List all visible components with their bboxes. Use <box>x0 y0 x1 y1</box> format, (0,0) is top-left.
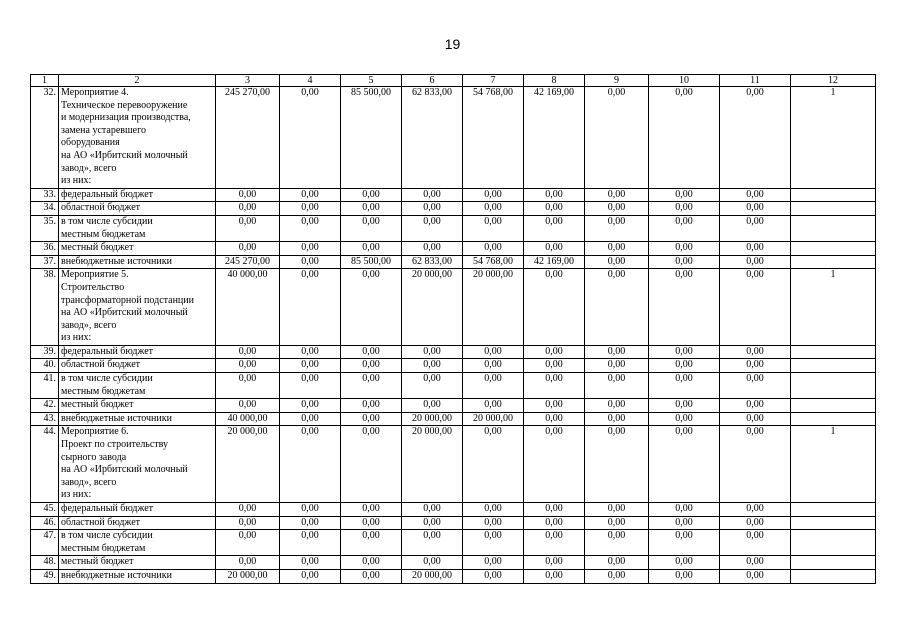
value-cell-col-12: 1 <box>791 426 876 503</box>
table-row <box>31 426 876 503</box>
value-cell-col-8: 0,00 <box>524 399 585 413</box>
value-cell-col-10: 0,00 <box>649 373 720 399</box>
row-name-line: федеральный бюджет <box>61 345 154 357</box>
value-cell-col-10: 0,00 <box>649 188 720 202</box>
value-cell-col-12 <box>791 503 876 517</box>
value-cell-col-9: 0,00 <box>585 87 649 189</box>
row-name <box>59 569 216 583</box>
value-cell-col-7: 0,00 <box>463 188 524 202</box>
table-row <box>31 516 876 530</box>
value-cell-col-12 <box>791 373 876 399</box>
value-cell-col-7: 20 000,00 <box>463 269 524 346</box>
column-header-1: 1 <box>31 75 59 87</box>
table-row <box>31 530 876 556</box>
value-cell-col-6: 0,00 <box>402 503 463 517</box>
value-cell-col-11: 0,00 <box>720 530 791 556</box>
value-cell-col-11: 0,00 <box>720 426 791 503</box>
column-header-12: 12 <box>791 75 876 87</box>
value-cell-col-4: 0,00 <box>280 345 341 359</box>
value-cell-col-11: 0,00 <box>720 269 791 346</box>
row-number: 42. <box>31 399 59 413</box>
value-cell-col-4: 0,00 <box>280 359 341 373</box>
row-name-line: местный бюджет <box>61 556 134 568</box>
value-cell-col-7: 0,00 <box>463 373 524 399</box>
value-cell-col-5: 85 500,00 <box>341 255 402 269</box>
value-cell-col-10: 0,00 <box>649 255 720 269</box>
value-cell-col-4: 0,00 <box>280 503 341 517</box>
row-name-line: трансформаторной подстанции <box>61 294 194 306</box>
value-cell-col-12: 1 <box>791 269 876 346</box>
value-cell-col-6: 62 833,00 <box>402 87 463 189</box>
value-cell-col-4: 0,00 <box>280 399 341 413</box>
value-cell-col-9: 0,00 <box>585 188 649 202</box>
table-row <box>31 373 876 399</box>
row-name-line: в том числе субсидии <box>61 215 153 227</box>
value-cell-col-8: 0,00 <box>524 530 585 556</box>
value-cell-col-12 <box>791 556 876 570</box>
value-cell-col-8: 0,00 <box>524 516 585 530</box>
value-cell-col-5: 0,00 <box>341 399 402 413</box>
value-cell-col-8: 42 169,00 <box>524 87 585 189</box>
row-number: 38. <box>31 269 59 346</box>
row-name <box>59 188 216 202</box>
value-cell-col-6: 0,00 <box>402 373 463 399</box>
value-cell-col-3: 0,00 <box>216 345 280 359</box>
value-cell-col-8: 0,00 <box>524 556 585 570</box>
value-cell-col-11: 0,00 <box>720 359 791 373</box>
value-cell-col-10: 0,00 <box>649 426 720 503</box>
value-cell-col-3: 0,00 <box>216 503 280 517</box>
row-name-line: оборудования <box>61 137 120 149</box>
row-number: 34. <box>31 202 59 216</box>
column-header-5: 5 <box>341 75 402 87</box>
row-name-line: местным бюджетам <box>61 385 146 397</box>
value-cell-col-3: 0,00 <box>216 399 280 413</box>
value-cell-col-11: 0,00 <box>720 503 791 517</box>
value-cell-col-10: 0,00 <box>649 516 720 530</box>
table-row <box>31 215 876 241</box>
value-cell-col-11: 0,00 <box>720 345 791 359</box>
row-name-line: Проект по строительству <box>61 439 169 451</box>
value-cell-col-9: 0,00 <box>585 202 649 216</box>
row-name-line: внебюджетные источники <box>61 412 172 424</box>
value-cell-col-3: 0,00 <box>216 530 280 556</box>
value-cell-col-5: 0,00 <box>341 516 402 530</box>
table-row <box>31 569 876 583</box>
row-name-line: Мероприятие 4. <box>61 87 129 98</box>
value-cell-col-8: 42 169,00 <box>524 255 585 269</box>
value-cell-col-8: 0,00 <box>524 373 585 399</box>
value-cell-col-6: 62 833,00 <box>402 255 463 269</box>
value-cell-col-9: 0,00 <box>585 373 649 399</box>
table-row <box>31 269 876 346</box>
table-row <box>31 359 876 373</box>
value-cell-col-6: 0,00 <box>402 359 463 373</box>
value-cell-col-7: 0,00 <box>463 202 524 216</box>
value-cell-col-4: 0,00 <box>280 188 341 202</box>
value-cell-col-6: 20 000,00 <box>402 412 463 426</box>
value-cell-col-11: 0,00 <box>720 242 791 256</box>
value-cell-col-3: 0,00 <box>216 242 280 256</box>
value-cell-col-11: 0,00 <box>720 569 791 583</box>
value-cell-col-4: 0,00 <box>280 373 341 399</box>
value-cell-col-7: 0,00 <box>463 242 524 256</box>
value-cell-col-8: 0,00 <box>524 345 585 359</box>
value-cell-col-3: 0,00 <box>216 516 280 530</box>
table-row <box>31 255 876 269</box>
row-name <box>59 359 216 373</box>
value-cell-col-6: 0,00 <box>402 345 463 359</box>
table-row <box>31 556 876 570</box>
row-name <box>59 345 216 359</box>
value-cell-col-8: 0,00 <box>524 269 585 346</box>
row-name-line: местный бюджет <box>61 399 134 411</box>
value-cell-col-6: 20 000,00 <box>402 269 463 346</box>
value-cell-col-7: 54 768,00 <box>463 255 524 269</box>
value-cell-col-10: 0,00 <box>649 87 720 189</box>
value-cell-col-3: 20 000,00 <box>216 569 280 583</box>
value-cell-col-5: 0,00 <box>341 556 402 570</box>
value-cell-col-11: 0,00 <box>720 188 791 202</box>
row-name-line: федеральный бюджет <box>61 503 154 514</box>
value-cell-col-8: 0,00 <box>524 359 585 373</box>
row-number: 49. <box>31 569 59 583</box>
value-cell-col-9: 0,00 <box>585 426 649 503</box>
value-cell-col-6: 0,00 <box>402 188 463 202</box>
row-name-line: завод», всего <box>61 476 117 488</box>
row-name-line: Мероприятие 5. <box>61 269 129 281</box>
value-cell-col-6: 0,00 <box>402 516 463 530</box>
value-cell-col-8: 0,00 <box>524 215 585 241</box>
value-cell-col-12 <box>791 569 876 583</box>
row-name <box>59 202 216 216</box>
row-number: 32. <box>31 87 59 189</box>
table-row <box>31 412 876 426</box>
row-number: 44. <box>31 426 59 503</box>
value-cell-col-9: 0,00 <box>585 530 649 556</box>
row-number: 41. <box>31 373 59 399</box>
value-cell-col-4: 0,00 <box>280 516 341 530</box>
row-name <box>59 516 216 530</box>
row-name <box>59 530 216 556</box>
row-number: 39. <box>31 345 59 359</box>
value-cell-col-3: 0,00 <box>216 215 280 241</box>
value-cell-col-10: 0,00 <box>649 399 720 413</box>
value-cell-col-10: 0,00 <box>649 556 720 570</box>
value-cell-col-12 <box>791 516 876 530</box>
value-cell-col-12 <box>791 188 876 202</box>
row-name-line: местным бюджетам <box>61 228 146 240</box>
value-cell-col-5: 0,00 <box>341 188 402 202</box>
row-name-line: местным бюджетам <box>61 542 146 554</box>
value-cell-col-5: 85 500,00 <box>341 87 402 189</box>
row-name <box>59 399 216 413</box>
value-cell-col-7: 20 000,00 <box>463 412 524 426</box>
value-cell-col-5: 0,00 <box>341 412 402 426</box>
value-cell-col-7: 54 768,00 <box>463 87 524 189</box>
value-cell-col-5: 0,00 <box>341 202 402 216</box>
table-row <box>31 242 876 256</box>
value-cell-col-3: 0,00 <box>216 556 280 570</box>
row-name <box>59 255 216 269</box>
row-name-line: областной бюджет <box>61 359 141 371</box>
value-cell-col-5: 0,00 <box>341 215 402 241</box>
row-name-line: на АО «Ирбитский молочный <box>61 307 188 319</box>
value-cell-col-12 <box>791 412 876 426</box>
row-name <box>59 269 216 346</box>
value-cell-col-7: 0,00 <box>463 516 524 530</box>
row-number: 37. <box>31 255 59 269</box>
value-cell-col-7: 0,00 <box>463 503 524 517</box>
value-cell-col-5: 0,00 <box>341 345 402 359</box>
value-cell-col-3: 40 000,00 <box>216 412 280 426</box>
value-cell-col-8: 0,00 <box>524 188 585 202</box>
value-cell-col-10: 0,00 <box>649 530 720 556</box>
value-cell-col-10: 0,00 <box>649 345 720 359</box>
row-number: 36. <box>31 242 59 256</box>
row-name <box>59 426 216 503</box>
column-header-8: 8 <box>524 75 585 87</box>
value-cell-col-3: 20 000,00 <box>216 426 280 503</box>
value-cell-col-6: 0,00 <box>402 202 463 216</box>
value-cell-col-7: 0,00 <box>463 345 524 359</box>
value-cell-col-4: 0,00 <box>280 556 341 570</box>
value-cell-col-12 <box>791 215 876 241</box>
value-cell-col-12 <box>791 345 876 359</box>
value-cell-col-11: 0,00 <box>720 556 791 570</box>
row-name-line: на АО «Ирбитский молочный <box>61 464 188 476</box>
value-cell-col-5: 0,00 <box>341 569 402 583</box>
value-cell-col-10: 0,00 <box>649 202 720 216</box>
value-cell-col-6: 0,00 <box>402 242 463 256</box>
row-name-line: федеральный бюджет <box>61 188 154 200</box>
row-name-line: из них: <box>61 332 92 344</box>
value-cell-col-10: 0,00 <box>649 503 720 517</box>
row-name-line: сырного завода <box>61 451 127 463</box>
row-name-line: на АО «Ирбитский молочный <box>61 149 188 161</box>
row-name <box>59 412 216 426</box>
value-cell-col-12 <box>791 359 876 373</box>
row-name-line: внебюджетные источники <box>61 569 172 581</box>
row-number: 35. <box>31 215 59 241</box>
value-cell-col-10: 0,00 <box>649 242 720 256</box>
value-cell-col-10: 0,00 <box>649 359 720 373</box>
value-cell-col-9: 0,00 <box>585 255 649 269</box>
value-cell-col-8: 0,00 <box>524 569 585 583</box>
row-name <box>59 373 216 399</box>
row-name-line: Мероприятие 6. <box>61 426 129 438</box>
value-cell-col-3: 0,00 <box>216 359 280 373</box>
row-name-line: завод», всего <box>61 319 117 331</box>
value-cell-col-7: 0,00 <box>463 215 524 241</box>
value-cell-col-12 <box>791 242 876 256</box>
value-cell-col-10: 0,00 <box>649 215 720 241</box>
row-name-line: замена устаревшего <box>61 124 146 136</box>
row-number: 43. <box>31 412 59 426</box>
row-number: 45. <box>31 503 59 517</box>
value-cell-col-6: 0,00 <box>402 215 463 241</box>
value-cell-col-3: 245 270,00 <box>216 255 280 269</box>
value-cell-col-4: 0,00 <box>280 530 341 556</box>
column-header-10: 10 <box>649 75 720 87</box>
row-name-line: Техническое перевооружение <box>61 99 188 111</box>
value-cell-col-3: 40 000,00 <box>216 269 280 346</box>
value-cell-col-8: 0,00 <box>524 202 585 216</box>
value-cell-col-9: 0,00 <box>585 345 649 359</box>
row-number: 33. <box>31 188 59 202</box>
value-cell-col-7: 0,00 <box>463 426 524 503</box>
budget-table <box>30 74 876 584</box>
page-number: 19 <box>444 36 461 52</box>
table-row <box>31 188 876 202</box>
value-cell-col-11: 0,00 <box>720 412 791 426</box>
value-cell-col-3: 0,00 <box>216 373 280 399</box>
row-number: 40. <box>31 359 59 373</box>
value-cell-col-5: 0,00 <box>341 359 402 373</box>
row-name-line: местный бюджет <box>61 242 134 254</box>
value-cell-col-9: 0,00 <box>585 399 649 413</box>
row-number: 48. <box>31 556 59 570</box>
value-cell-col-7: 0,00 <box>463 530 524 556</box>
value-cell-col-4: 0,00 <box>280 269 341 346</box>
value-cell-col-11: 0,00 <box>720 399 791 413</box>
value-cell-col-3: 0,00 <box>216 202 280 216</box>
value-cell-col-6: 20 000,00 <box>402 426 463 503</box>
value-cell-col-8: 0,00 <box>524 412 585 426</box>
value-cell-col-5: 0,00 <box>341 530 402 556</box>
row-name-line: из них: <box>61 175 92 187</box>
value-cell-col-9: 0,00 <box>585 569 649 583</box>
value-cell-col-12 <box>791 255 876 269</box>
value-cell-col-3: 245 270,00 <box>216 87 280 189</box>
table-row <box>31 345 876 359</box>
value-cell-col-6: 0,00 <box>402 530 463 556</box>
row-name-line: областной бюджет <box>61 202 141 214</box>
row-name-line: областной бюджет <box>61 516 141 528</box>
value-cell-col-9: 0,00 <box>585 359 649 373</box>
row-name-line: завод», всего <box>61 162 117 174</box>
value-cell-col-9: 0,00 <box>585 503 649 517</box>
value-cell-col-11: 0,00 <box>720 373 791 399</box>
row-number: 46. <box>31 516 59 530</box>
row-name <box>59 215 216 241</box>
row-name-line: Строительство <box>61 281 125 293</box>
row-name <box>59 242 216 256</box>
value-cell-col-5: 0,00 <box>341 373 402 399</box>
value-cell-col-12 <box>791 202 876 216</box>
value-cell-col-8: 0,00 <box>524 503 585 517</box>
value-cell-col-4: 0,00 <box>280 87 341 189</box>
table-header-row <box>31 75 876 87</box>
value-cell-col-7: 0,00 <box>463 556 524 570</box>
value-cell-col-9: 0,00 <box>585 242 649 256</box>
row-name <box>59 87 216 189</box>
value-cell-col-10: 0,00 <box>649 412 720 426</box>
table-row <box>31 503 876 517</box>
value-cell-col-4: 0,00 <box>280 255 341 269</box>
row-name <box>59 556 216 570</box>
value-cell-col-7: 0,00 <box>463 569 524 583</box>
value-cell-col-9: 0,00 <box>585 516 649 530</box>
value-cell-col-4: 0,00 <box>280 215 341 241</box>
value-cell-col-4: 0,00 <box>280 569 341 583</box>
row-name-line: внебюджетные источники <box>61 255 172 267</box>
row-name-line: в том числе субсидии <box>61 373 153 385</box>
value-cell-col-10: 0,00 <box>649 569 720 583</box>
value-cell-col-10: 0,00 <box>649 269 720 346</box>
table-body <box>31 87 876 584</box>
column-header-11: 11 <box>720 75 791 87</box>
column-header-4: 4 <box>280 75 341 87</box>
value-cell-col-5: 0,00 <box>341 269 402 346</box>
row-name <box>59 503 216 517</box>
value-cell-col-11: 0,00 <box>720 87 791 189</box>
column-header-2: 2 <box>59 75 216 87</box>
value-cell-col-7: 0,00 <box>463 399 524 413</box>
column-header-6: 6 <box>402 75 463 87</box>
value-cell-col-6: 0,00 <box>402 399 463 413</box>
value-cell-col-5: 0,00 <box>341 503 402 517</box>
value-cell-col-11: 0,00 <box>720 215 791 241</box>
table-row <box>31 399 876 413</box>
value-cell-col-6: 0,00 <box>402 556 463 570</box>
value-cell-col-9: 0,00 <box>585 412 649 426</box>
value-cell-col-6: 20 000,00 <box>402 569 463 583</box>
value-cell-col-7: 0,00 <box>463 359 524 373</box>
row-name-line: из них: <box>61 489 92 501</box>
row-number: 47. <box>31 530 59 556</box>
value-cell-col-11: 0,00 <box>720 202 791 216</box>
value-cell-col-9: 0,00 <box>585 215 649 241</box>
table-row <box>31 87 876 189</box>
value-cell-col-5: 0,00 <box>341 242 402 256</box>
value-cell-col-11: 0,00 <box>720 255 791 269</box>
value-cell-col-12: 1 <box>791 87 876 189</box>
value-cell-col-11: 0,00 <box>720 516 791 530</box>
value-cell-col-4: 0,00 <box>280 426 341 503</box>
value-cell-col-5: 0,00 <box>341 426 402 503</box>
value-cell-col-3: 0,00 <box>216 188 280 202</box>
value-cell-col-4: 0,00 <box>280 202 341 216</box>
column-header-7: 7 <box>463 75 524 87</box>
column-header-9: 9 <box>585 75 649 87</box>
table-row <box>31 202 876 216</box>
row-name-line: и модернизация производства, <box>61 112 191 124</box>
value-cell-col-4: 0,00 <box>280 242 341 256</box>
column-header-3: 3 <box>216 75 280 87</box>
value-cell-col-4: 0,00 <box>280 412 341 426</box>
value-cell-col-8: 0,00 <box>524 426 585 503</box>
row-name-line: в том числе субсидии <box>61 530 153 542</box>
value-cell-col-8: 0,00 <box>524 242 585 256</box>
value-cell-col-12 <box>791 530 876 556</box>
value-cell-col-9: 0,00 <box>585 556 649 570</box>
value-cell-col-9: 0,00 <box>585 269 649 346</box>
value-cell-col-12 <box>791 399 876 413</box>
